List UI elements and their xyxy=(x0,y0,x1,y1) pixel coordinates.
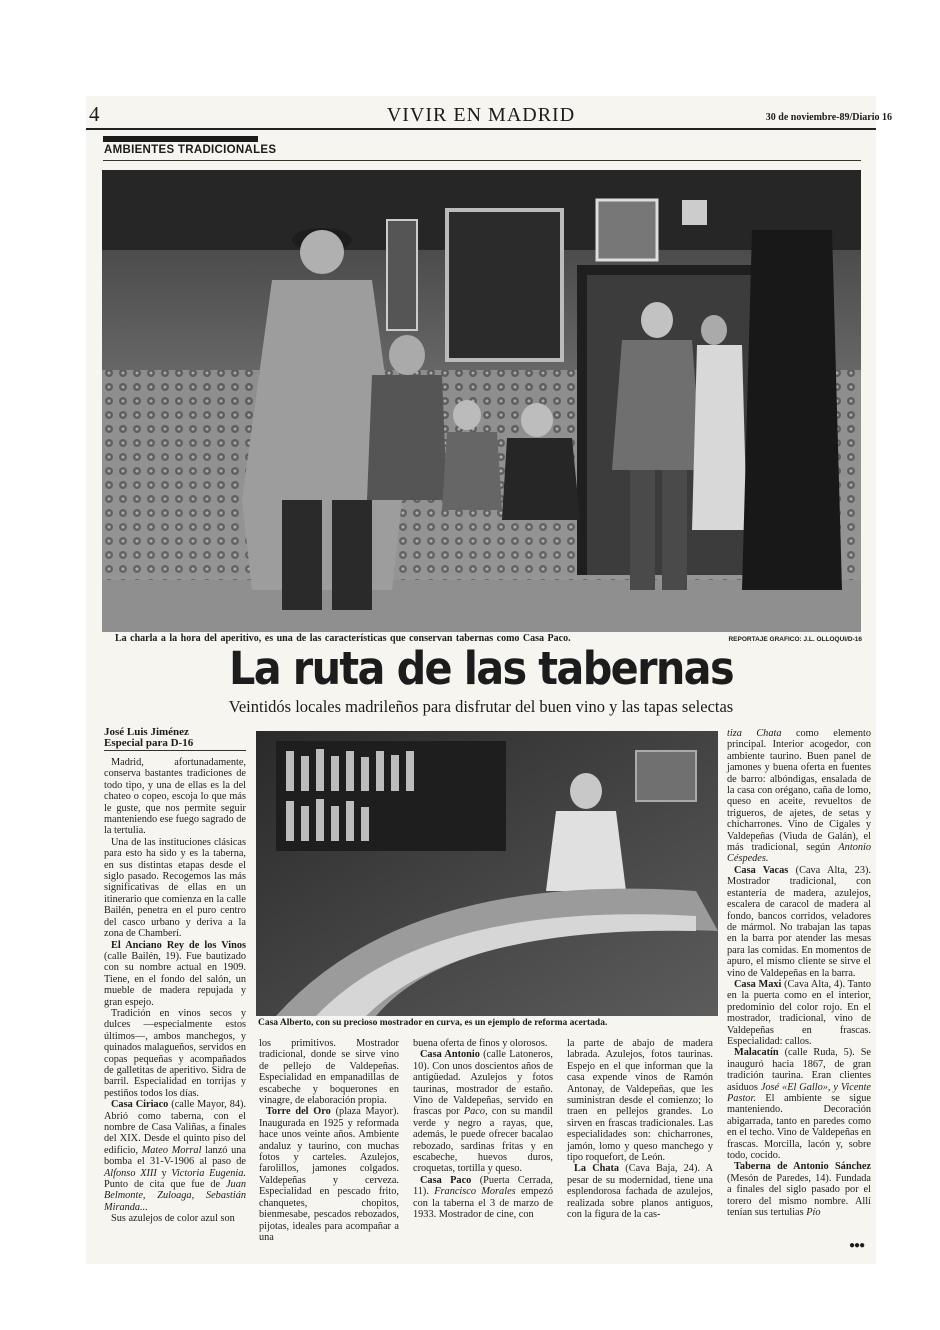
bar-counter-photo xyxy=(256,731,718,1016)
venue-name: Casa Paco xyxy=(420,1174,472,1186)
continuation-mark: ●●● xyxy=(849,1240,865,1251)
venue-name: El Anciano Rey de los Vinos xyxy=(111,939,246,951)
headline: La ruta de las tabernas xyxy=(229,642,733,695)
byline-role: Especial para D-16 xyxy=(104,737,194,749)
paragraph: buena oferta de finos y olorosos. xyxy=(413,1038,548,1049)
tavern-photo xyxy=(102,170,861,632)
paragraph: Tradición en vinos secos y dulces —especialmente estos últimos—, ambos manchegos, y quinados malagueños, servidos en copas pequeñas y acompañados de galletitas de aperitivo. Sidra de barril. Especialidad en torrijas y pestiños todos los días. xyxy=(104,1007,246,1099)
photo-credit: REPORTAJE GRAFICO: J.L. OLLOQUI/D-16 xyxy=(728,636,862,643)
paragraph: Torre del Oro (plaza Mayor). Inaugurada en 1925 y reformada hace unos veinte años. Ambiente andaluz y taurino, con muchas fotos y carteles. Azulejos, farolillos, jamones colgados. Valdepeñas y cerveza. Especialidad en pescado frito, chanquetes, chopitos, bienmesabe, pescados rebozados, pijotas, ideales para acompañar a una xyxy=(259,1106,399,1243)
paragraph: Casa Antonio (calle Latoneros, 10). Con unos doscientos años de antigüedad. Azulejos y fotos taurinas, mostrador de estaño. Vino de Valdepeñas, servido en frascas por Paco, con su mandil verde y negro a rayas, que, además, le puede ofrecer bacalao rebozado, sardinas fritas y en escabeche, huevos duros, croquetas, tortilla y queso. xyxy=(413,1049,553,1175)
section-rule xyxy=(103,160,861,161)
section-bar xyxy=(103,136,258,142)
photo-caption: Casa Alberto, con su precioso mostrador en curva, es un ejemplo de reforma acertada. xyxy=(258,1018,608,1028)
paragraph: Casa Paco (Puerta Cerrada, 11). Francisco Morales empezó con la taberna el 3 de marzo de 1933. Mostrador de cine, con xyxy=(413,1174,553,1221)
venue-name: Casa Antonio xyxy=(420,1049,480,1061)
article-column-1 xyxy=(104,757,246,1225)
venue-name: Torre del Oro xyxy=(266,1106,331,1118)
photo-caption: La charla a la hora del aperitivo, es una de las características que conservan tabernas como Casa Paco. xyxy=(115,633,571,644)
paragraph: Sus azulejos de color azul son xyxy=(111,1213,235,1225)
paragraph: los primitivos. Mostrador tradicional, donde se sirve vino de pellejo de Valdepeñas. Especialidad en empanadillas de escabeche y boquerones en vinagre, de elaboración propia. xyxy=(259,1038,399,1107)
newspaper-section-title: VIVIR EN MADRID xyxy=(386,104,576,126)
paragraph: la parte de abajo de madera labrada. Azulejos, fotos taurinas. Espejo en el que informan que la casa expende vinos de Ramón Antonay, de Valdepeñas, que les suministran desde el comienzo; lo traen en pellejos grandes. Lo sirven en frascas tradicionales. Las especialidades son: chicharrones, jamón, lomo y queso manchego y tipo roquefort, de León. xyxy=(567,1038,713,1164)
venue-name: Casa Vacas xyxy=(734,864,789,876)
paragraph: La Chata (Cava Baja, 24). A pesar de su modernidad, tiene una esplendorosa fachada de azulejos, realizada sobre planos antiguos, con la figura de la cas- xyxy=(567,1163,714,1221)
paragraph: tiza Chata como elemento principal. Interior acogedor, con ambiente taurino. Buen panel de jamones y buena oferta en fuentes de barro: albóndigas, ensalada de la casa con orégano, caña de lomo, queso en aceite, revueltos de trigueros, de ajetes, de setas y chicharrones. Vino de Cigales y Valdepeñas (Viuda de Galán), el más tradicional, según Antonio Céspedes. xyxy=(727,728,871,865)
venue-name: La Chata xyxy=(574,1163,620,1175)
byline-rule xyxy=(104,750,246,751)
venue-name: Casa Ciriaco xyxy=(111,1099,169,1111)
article-column-3 xyxy=(413,1038,553,1221)
paragraph: Malacatín (calle Ruda, 5). Se inauguró hacia 1867, de gran tradición taurina. Eran clientes asiduos José «El Gallo», y Vicente Pastor. El ambiente se sigue manteniendo. Decoración abigarrada, tanto en paredes como en el techo. Vino de Valdepeñas en frascas. Morcilla, lacón y, sobre todo, cocido. xyxy=(727,1047,871,1162)
venue-name: Malacatín xyxy=(734,1047,779,1059)
paragraph: Casa Maxi (Cava Alta, 4). Tanto en la puerta como en el interior, predominio del color rojo. En el mostrador, tradicional, vino de Valdepeñas en frascas. Especialidad: callos. xyxy=(727,978,871,1047)
byline-author: José Luis Jiménez xyxy=(104,726,189,738)
article-column-2 xyxy=(259,1038,399,1243)
issue-date: 30 de noviembre-89/Diario 16 xyxy=(765,112,892,123)
venue-name: Casa Maxi xyxy=(734,978,782,990)
section-label: AMBIENTES TRADICIONALES xyxy=(104,144,277,156)
paragraph: Casa Ciriaco (calle Mayor, 84). Abrió como taberna, con el nombre de Casa Valiñas, a finales del XIX. Desde el quinto piso del edificio, Mateo Morral lanzó una bomba el 31-V-1906 al paso de Alfonso XIII y Victoria Eugenia. Punto de cita que fue de Juan Belmonte, Zuloaga, Sebastián Miranda... xyxy=(104,1099,246,1213)
paragraph: Taberna de Antonio Sánchez (Mesón de Paredes, 14). Fundada a finales del siglo pasado por el torero del mismo nombre. Allí tenían sus tertulias Pío xyxy=(727,1161,871,1219)
paragraph: Madrid, afortunadamente, conserva bastantes tradiciones de todo tipo, y una de ellas es la del chateo o copeo, escoja lo que más le guste, que nos permite seguir manteniendo ese fuego sagrado de la tertulia. xyxy=(104,757,246,837)
article-column-4 xyxy=(567,1038,713,1221)
byline xyxy=(104,727,193,749)
subheadline: Veintidós locales madrileños para disfrutar del buen vino y las tapas selectas xyxy=(228,697,734,716)
paragraph: El Anciano Rey de los Vinos (calle Bailén, 19). Fue bautizado con su nombre actual en 1909. Tiene, en el fondo del salón, un mueble de madera repujada y gran espejo. xyxy=(104,939,246,1008)
page-number: 4 xyxy=(89,102,100,126)
article-column-5 xyxy=(727,728,871,1218)
paragraph: Casa Vacas (Cava Alta, 23). Mostrador tradicional, con estantería de madera, azulejos, escalera de caracol de madera al fondo, bancos corridos, veladores de mármol. No trabajan las tapas en la barra por atender las mesas para las comidas. En momentos de apuro, el mismo cliente se sirve el vino de Valdepeñas en la barra. xyxy=(727,864,872,979)
paragraph: Una de las instituciones clásicas para esto ha sido y es la taberna, en sus distintas etapas desde el siglo pasado. Recogemos las más significativas de ellas en un itinerario que comienza en la calle Bailén, penetra en el puro centro del casco urbano y deriva a la zona de Chamberí. xyxy=(104,836,246,940)
venue-name: Taberna de Antonio Sánchez xyxy=(734,1161,871,1173)
header-rule xyxy=(86,128,876,130)
